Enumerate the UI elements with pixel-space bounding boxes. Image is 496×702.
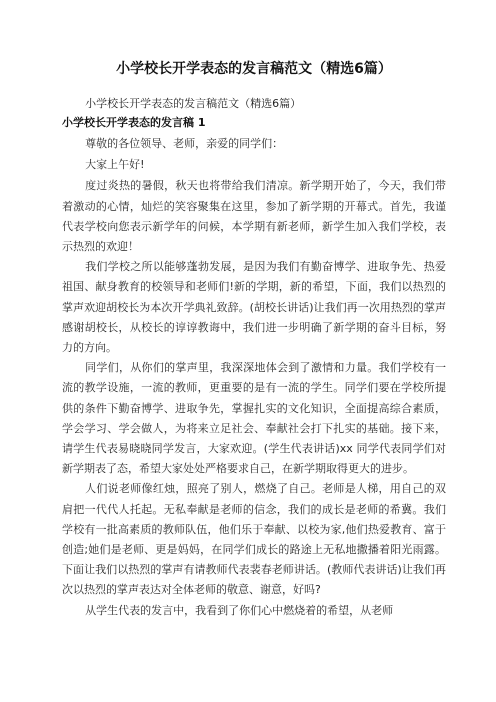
document-subtitle: 小学校长开学表态的发言稿范文（精选6篇） [85,97,302,110]
paragraph-body: 度过炎热的暑假，秋天也将带给我们清凉。新学期开始了，今天，我们带着激动的心情，灿烂的笑容聚集在这里，参加了新学期的开幕式。首先，我谨代表学校向您表示新学年的问候，本学期有新老师，新学生加入我们学校，表示热烈的欢迎！ [62,179,446,254]
paragraph-greeting: 大家上午好! [85,158,145,172]
section-heading: 小学校长开学表态的发言稿 1 [62,116,206,129]
paragraph-salutation: 尊敬的各位领导、老师，亲爱的同学们： [85,137,284,150]
paragraph-body: 我们学校之所以能够蓬勃发展，是因为我们有勤奋博学、进取争先、热爱祖国、献身教育的校领导和老师们!新的学期，新的希望，下面，我们以热烈的掌声欢迎胡校长为本次开学典礼致辞。(胡校长讲话)让我们再一次用热烈的掌声感谢胡校长，从校长的谆谆教诲中，我们进一步明确了新学期的奋斗目标，努力的方向。 [62,260,446,355]
document-title: 小学校长开学表态的发言稿范文（精选6篇） [116,61,392,77]
paragraph-body: 同学们，从你们的掌声里，我深深地体会到了激情和力量。我们学校有一流的教学设施，一流的教师，更重要的是有一流的学生。同学们要在学校所提供的条件下勤奋博学、进取争先，掌握扎实的文化知识，全面提高综合素质，学会学习、学会做人，为将来立足社会、奉献社会打下扎实的基础。接下来，请学生代表易晓晓同学发言，大家欢迎。(学生代表讲话)xx 同学代表同学们对新学期表了态，希望大家处处严格要求自己，在新学期取得更大的进步。 [62,361,446,476]
paragraph-body: 人们说老师像红烛，照亮了别人，燃烧了自己。老师是人梯，用自己的双肩把一代代人托起。无私奉献是老师的信念，我们的成长是老师的希冀。我们学校有一批高素质的教师队伍，他们乐于奉献、以校为家,他们热爱教育、富于创造;她们是老师、更是妈妈，在同学们成长的路途上无私地撒播着阳光雨露。下面让我们以热烈的掌声有请教师代表裴春老师讲话。(教师代表讲话)让我们再次以热烈的掌声表达对全体老师的敬意、谢意，好吗? [62,482,446,597]
paragraph-body: 从学生代表的发言中，我看到了你们心中燃烧着的希望，从老师 [85,603,394,617]
